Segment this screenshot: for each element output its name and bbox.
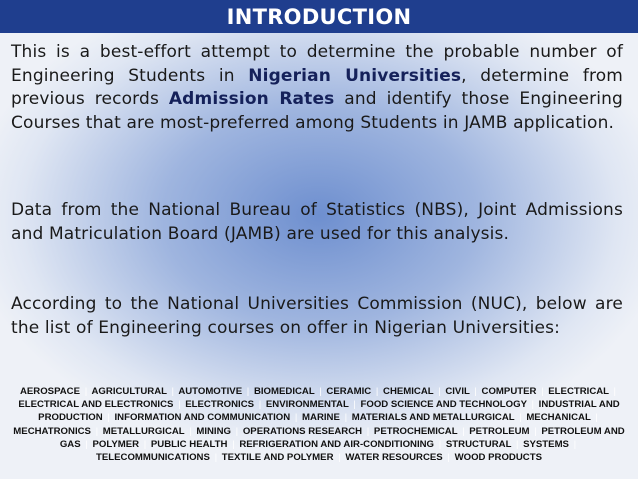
course-separator: | [85,438,88,450]
course-separator: | [232,438,235,450]
course-item: INDUSTRIAL AND PRODUCTION [38,399,620,424]
course-item: WOOD PRODUCTS [454,452,542,464]
course-separator: | [353,399,356,411]
intro-bold-admission-rates: Admission Rates [168,89,335,109]
slide-title: INTRODUCTION [226,4,412,29]
course-separator: | [189,425,192,437]
course-item: INFORMATION AND COMMUNICATION [114,412,291,424]
course-item: WATER RESOURCES [345,452,443,464]
course-separator: | [573,438,577,450]
course-item: PUBLIC HEALTH [150,438,228,450]
course-separator: | [519,412,522,424]
course-item: STRUCTURAL [445,438,512,450]
course-item: MARINE [302,412,340,424]
data-source-paragraph: Data from the National Bureau of Statistics (NBS), Joint Admissions and Matriculation Board (JAMB) are used for this analysis. [11,200,623,244]
course-separator: | [438,438,442,450]
intro-paragraph [11,41,623,135]
course-separator: | [438,386,441,397]
course-separator: | [95,425,99,437]
course-separator: | [214,452,218,464]
course-separator: | [338,452,341,464]
course-separator: | [235,425,239,437]
course-item: ELECTRONICS [185,399,255,411]
course-separator: | [531,399,534,411]
course-separator: | [258,399,262,411]
course-separator: | [178,399,181,411]
course-item: TELECOMMUNICATIONS [96,452,210,464]
course-separator: | [319,386,322,397]
intro-bold-universities: Nigerian Universities [248,65,462,86]
course-item: ELECTRICAL [548,386,609,397]
course-item: CERAMIC [326,386,372,397]
course-separator: | [447,452,450,464]
course-separator: | [366,425,370,437]
course-separator: | [143,438,147,450]
course-item: COMPUTER [481,386,537,397]
course-item: PETROCHEMICAL [373,425,458,437]
course-item: BIOMEDICAL [253,386,315,397]
course-separator: | [474,386,477,397]
intro-text-end: and identify those Engineering Courses that are most-preferred among Students in JAMB application. [11,89,623,133]
course-item: MECHATRONICS [13,425,91,437]
intro-text-start: This is a best-effort attempt to determine the probable number of Engineering Students in [11,42,623,86]
course-item: FOOD SCIENCE AND TECHNOLOGY [360,399,527,411]
course-item: MECHANICAL [526,412,591,424]
course-separator: | [294,412,298,424]
course-item: AGRICULTURAL [91,386,167,397]
course-separator: | [541,386,544,397]
course-item: REFRIGERATION AND AIR-CONDITIONING [239,438,435,450]
course-item: PETROLEUM [469,425,530,437]
course-item: AEROSPACE [19,386,81,397]
course-separator: | [246,386,250,397]
course-separator: | [171,386,174,397]
course-separator: | [344,412,348,424]
course-separator: | [515,438,519,450]
course-item: SYSTEMS [523,438,569,450]
course-separator: | [107,412,110,424]
course-item: METALLURGICAL [102,425,185,437]
course-separator: | [84,386,88,397]
course-item: CHEMICAL [383,386,434,397]
course-separator: | [534,425,537,437]
title-bar [0,0,638,33]
nuc-paragraph: According to the National Universities Commission (NUC), below are the list of Engineering courses on offer in Nigerian Universities: [11,294,623,338]
course-separator: | [595,412,598,424]
course-item: MINING [196,425,231,437]
intro-text-middle: , determine from previous records [11,65,623,109]
course-item: POLYMER [92,438,140,450]
course-separator: | [375,386,379,397]
course-item: AUTOMOTIVE [178,386,243,397]
course-item: OPERATIONS RESEARCH [242,425,363,437]
course-item: TEXTILE AND POLYMER [221,452,334,464]
course-item: CIVIL [445,386,470,397]
course-item: ELECTRICAL AND ELECTRONICS [18,399,174,411]
course-separator: | [462,425,465,437]
course-item: MATERIALS AND METALLURGICAL [351,412,515,424]
course-separator: | [613,386,617,397]
course-item: ENVIRONMENTAL [265,399,349,411]
course-item: PETROLEUM AND GAS [59,425,625,450]
courses-list [2,385,636,464]
